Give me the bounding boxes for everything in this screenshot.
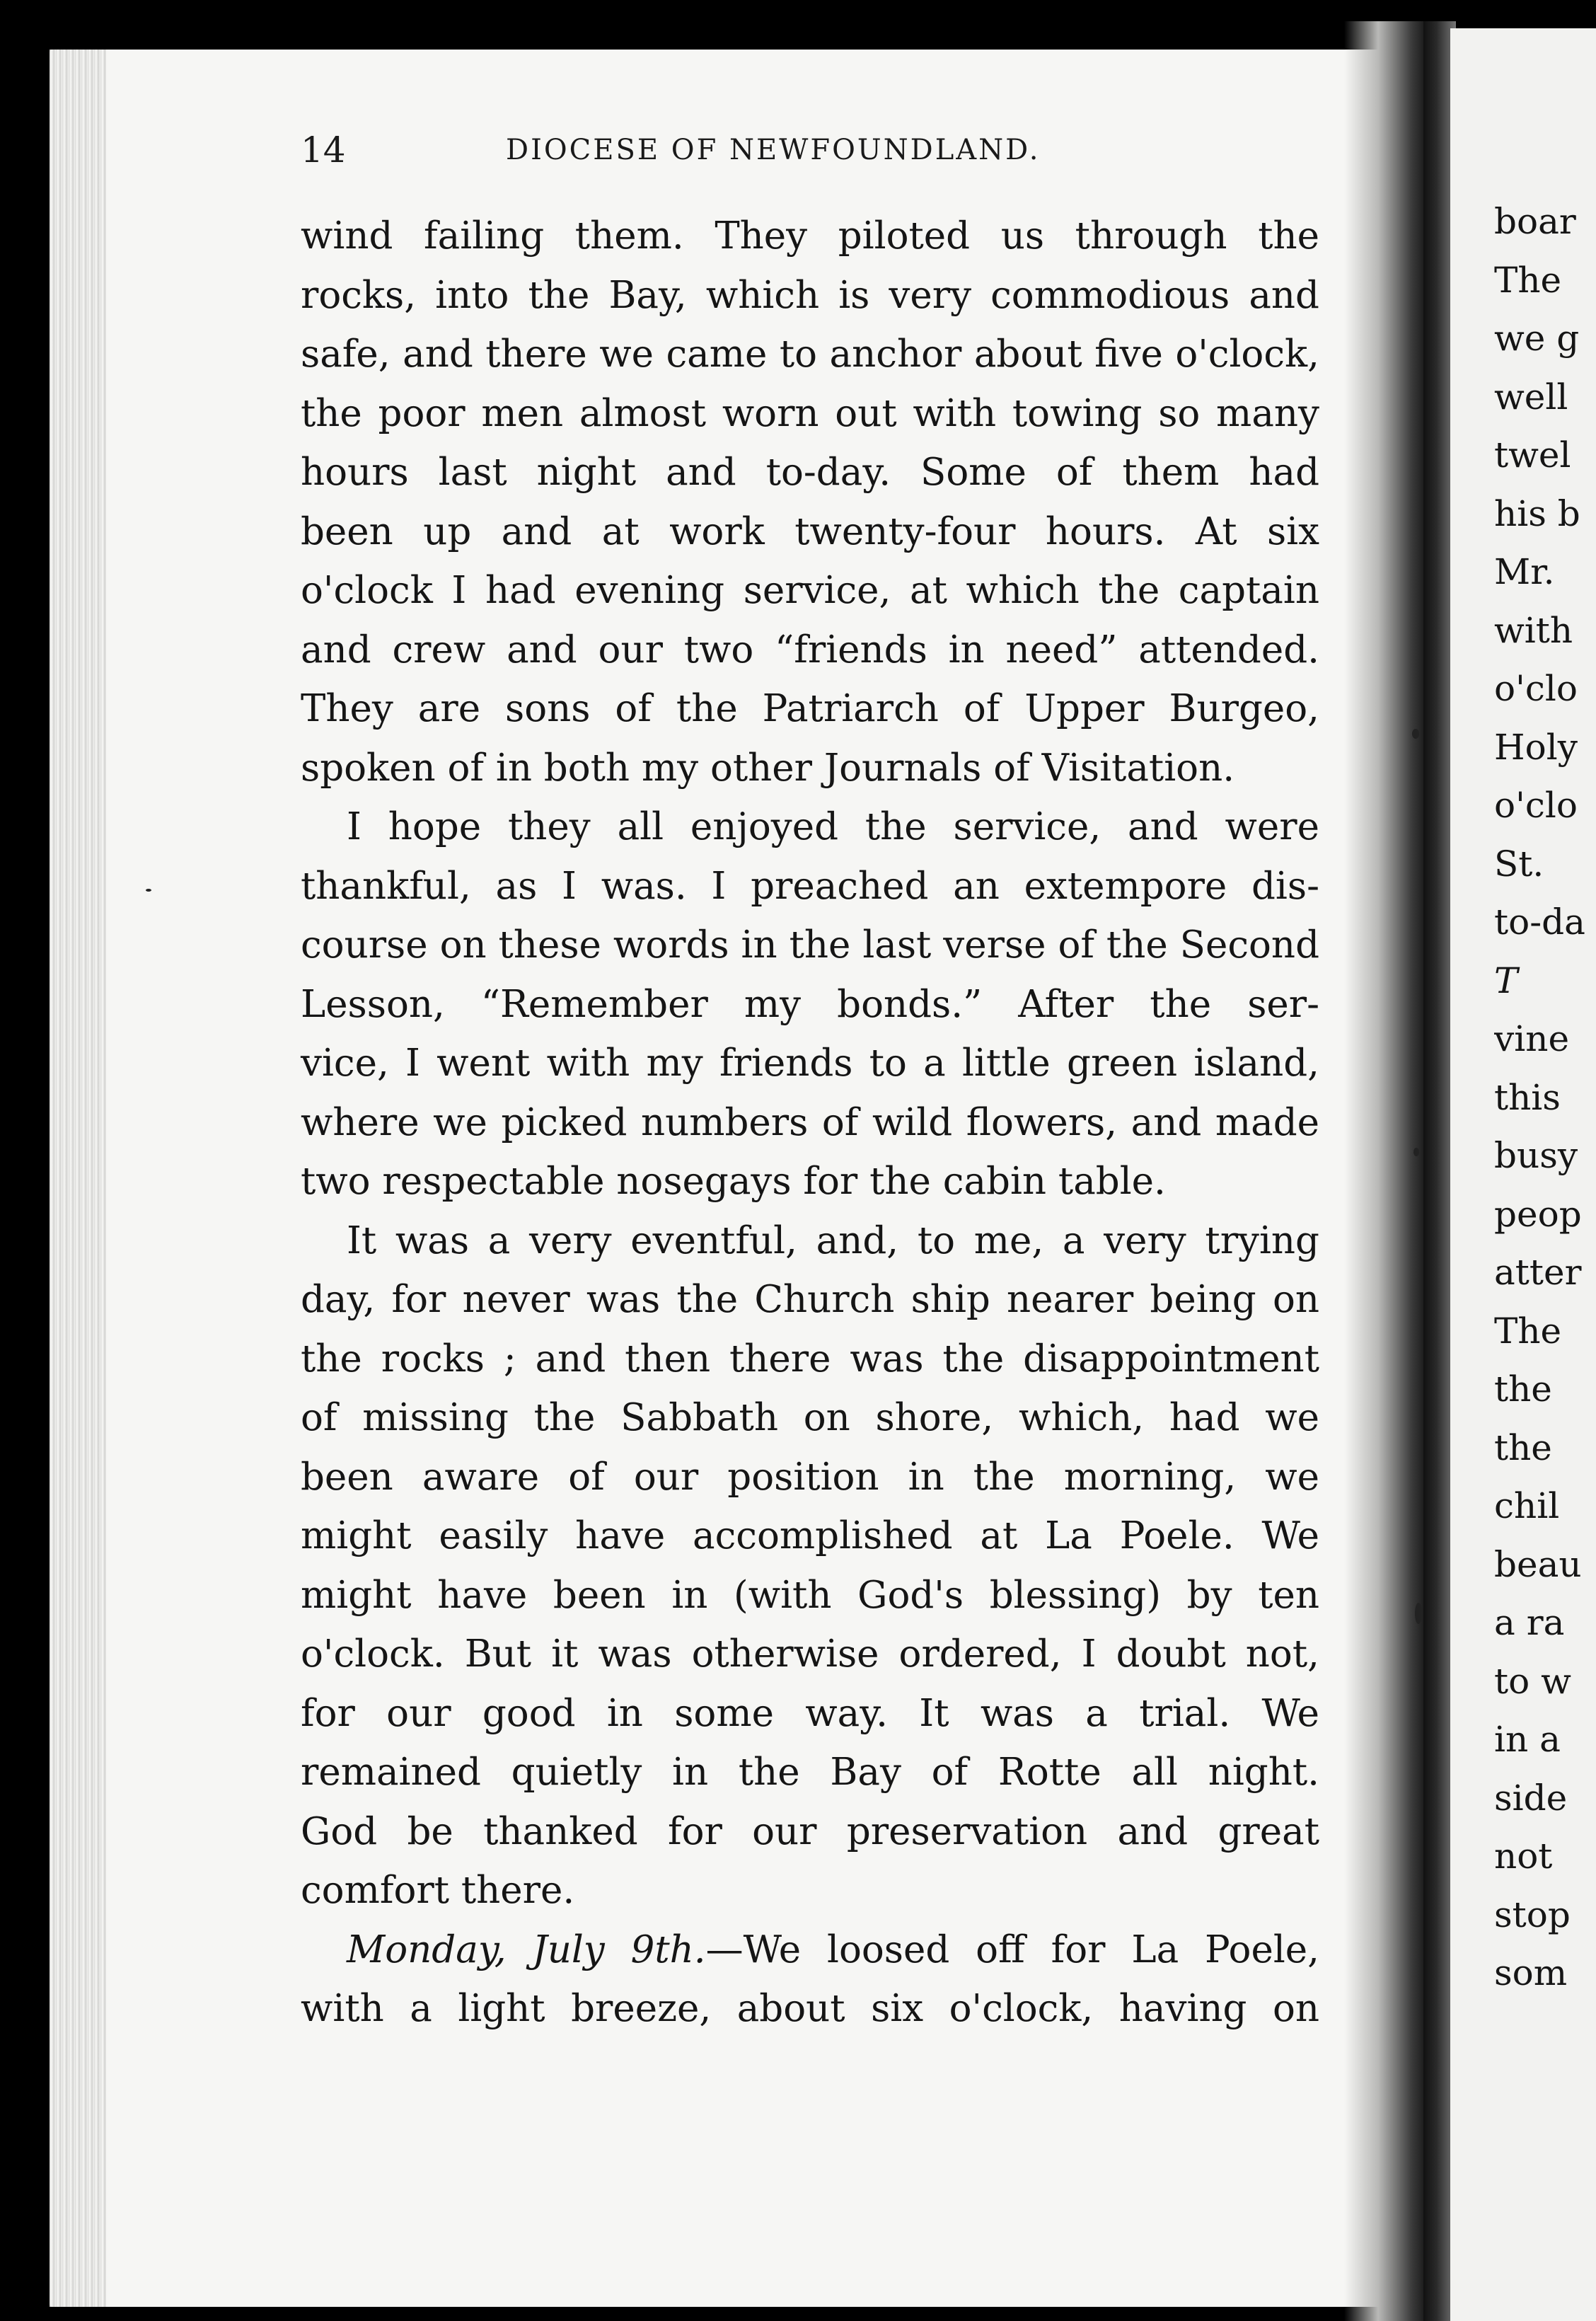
- right-page-line: St.: [1494, 843, 1544, 885]
- gutter-shadow: [1344, 21, 1429, 2321]
- text-line: been up and at work twenty-four hours. At six: [301, 509, 1319, 553]
- text-line: for our good in some way. It was a trial. We: [301, 1691, 1319, 1735]
- right-page-line: his b: [1494, 493, 1580, 534]
- text-line: two respectable nosegays for the cabin table.: [301, 1160, 1166, 1203]
- right-page-text: [1494, 192, 1596, 2003]
- running-head: [301, 129, 1319, 171]
- right-page-line: with: [1494, 609, 1573, 651]
- text-line: been aware of our position in the morning, we: [301, 1455, 1319, 1499]
- right-page-line: The: [1494, 1310, 1562, 1352]
- right-page-line: the: [1494, 1369, 1552, 1410]
- right-page-line: peop: [1494, 1193, 1582, 1235]
- right-page-line: well: [1494, 376, 1568, 417]
- right-page-line: chil: [1494, 1485, 1560, 1526]
- right-page-line: to-da: [1494, 902, 1585, 943]
- scan-speck: [1413, 1148, 1419, 1156]
- scan-speck: [146, 889, 151, 892]
- text-line: might have been in (with God's blessing) by ten: [301, 1573, 1319, 1617]
- text-line: day, for never was the Church ship nearer being on: [301, 1278, 1319, 1321]
- text-line: the rocks ; and then there was the disappointment: [301, 1337, 1319, 1381]
- text-line: o'clock I had evening service, at which the captain: [301, 569, 1319, 612]
- monday-entry-line: [301, 1920, 1319, 1980]
- text-line: with a light breeze, about six o'clock, having on: [301, 1987, 1319, 2030]
- right-page-line: a ra: [1494, 1602, 1565, 1643]
- paragraph-start: It was a very eventful, and, to me, a very trying: [347, 1219, 1319, 1262]
- right-page-line: the: [1494, 1427, 1552, 1468]
- text-line: rocks, into the Bay, which is very commodious and: [301, 273, 1319, 317]
- right-page-line: beau: [1494, 1543, 1582, 1585]
- page-header-title: DIOCESE OF NEWFOUNDLAND.: [506, 134, 1041, 166]
- scan-speck: [1412, 729, 1419, 739]
- text-line: hours last night and to-day. Some of them had: [301, 451, 1319, 494]
- right-page-line: this: [1494, 1076, 1561, 1118]
- right-page-line: twel: [1494, 434, 1571, 476]
- right-page-line: boar: [1494, 201, 1576, 242]
- right-page-line: o'clo: [1494, 785, 1578, 826]
- text-line: might easily have accomplished at La Poele. We: [301, 1514, 1319, 1557]
- right-page-line: som: [1494, 1952, 1568, 1993]
- right-page-line: T: [1494, 960, 1518, 1001]
- scan-speck: [1415, 1603, 1422, 1624]
- text-line: of missing the Sabbath on shore, which, had we: [301, 1396, 1319, 1439]
- entry-date: Monday, July 9th.: [347, 1928, 706, 1971]
- paragraph-start: I hope they all enjoyed the service, and were: [347, 805, 1319, 848]
- text-line: and crew and our two “friends in need” attended.: [301, 628, 1319, 672]
- right-page-line: Mr.: [1494, 551, 1555, 592]
- right-page-line: Holy: [1494, 726, 1578, 768]
- text-line: thankful, as I was. I preached an extempore dis-: [301, 864, 1319, 908]
- text-line: the poor men almost worn out with towing so many: [301, 391, 1319, 435]
- text-line: wind failing them. They piloted us through the: [301, 214, 1319, 258]
- right-page-line: vine: [1494, 1018, 1570, 1059]
- text-line: course on these words in the last verse of the Second: [301, 923, 1319, 967]
- text-line: Lesson, “Remember my bonds.” After the ser-: [301, 982, 1319, 1026]
- text-line: comfort there.: [301, 1869, 575, 1912]
- text-line: vice, I went with my friends to a little green island,: [301, 1042, 1319, 1085]
- right-page-line: o'clo: [1494, 668, 1578, 709]
- page-edges: [50, 50, 106, 2307]
- text-line: remained quietly in the Bay of Rotte all night.: [301, 1751, 1319, 1794]
- text-line: safe, and there we came to anchor about five o'clock,: [301, 333, 1319, 376]
- text-line: They are sons of the Patriarch of Upper Burgeo,: [301, 687, 1319, 730]
- right-page-line: atter: [1494, 1252, 1582, 1293]
- right-page-line: side: [1494, 1777, 1568, 1819]
- right-page-line: not: [1494, 1836, 1553, 1877]
- entry-text: —We loosed off for La Poele,: [705, 1928, 1319, 1971]
- body-text: [301, 207, 1319, 2039]
- right-page-line: The: [1494, 259, 1562, 301]
- text-line: o'clock. But it was otherwise ordered, I doubt not,: [301, 1632, 1319, 1676]
- text-line: where we picked numbers of wild flowers, and made: [301, 1100, 1319, 1144]
- right-page-line: stop: [1494, 1894, 1571, 1935]
- page-number: 14: [301, 129, 346, 171]
- right-page-line: in a: [1494, 1719, 1561, 1760]
- text-line: spoken of in both my other Journals of Visitation.: [301, 746, 1235, 790]
- right-page-line: busy: [1494, 1135, 1578, 1176]
- text-line: God be thanked for our preservation and great: [301, 1809, 1319, 1853]
- right-page-line: to w: [1494, 1660, 1571, 1702]
- right-page-line: we g: [1494, 318, 1580, 359]
